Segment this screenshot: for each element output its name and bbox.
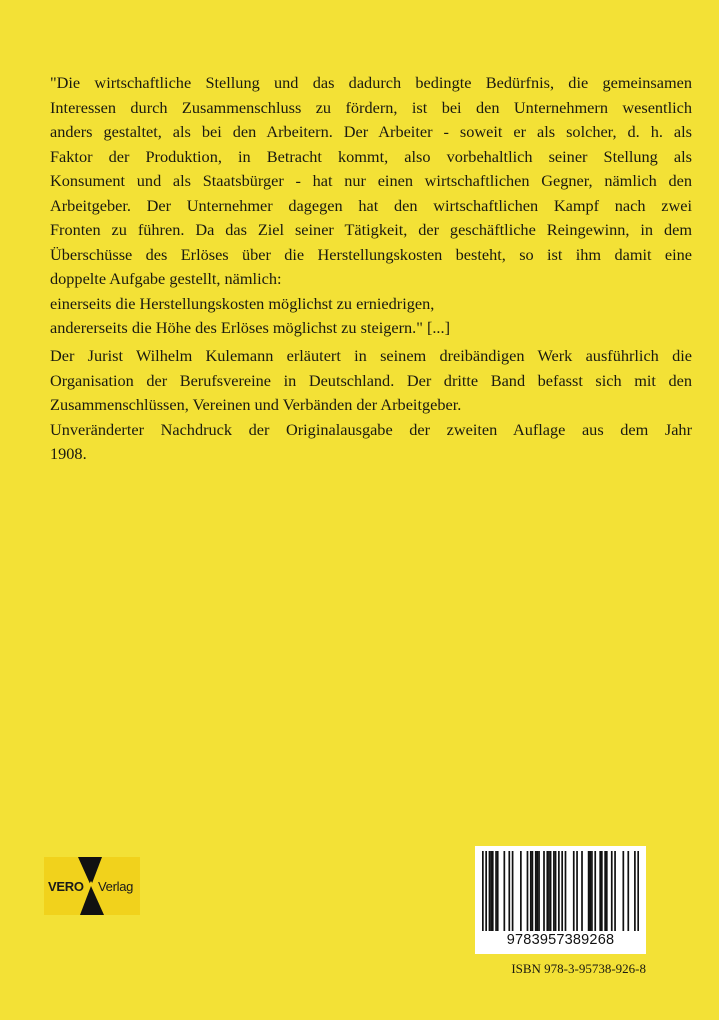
logo-word-verlag: Verlag — [98, 879, 134, 894]
barcode-bar — [490, 851, 492, 931]
barcode-bar — [532, 851, 534, 931]
barcode-bar — [565, 851, 567, 931]
barcode-bar — [492, 851, 494, 931]
quote-line: Überschüsse des Erlöses über die Herstellungskosten besteht, so ist ihm damit eine — [50, 244, 692, 264]
barcode-bar — [497, 851, 499, 931]
barcode-bar — [482, 851, 484, 931]
barcode-bar — [627, 851, 629, 931]
barcode-bar — [573, 851, 575, 931]
barcode-bar — [530, 851, 532, 931]
logo-word-vero: VERO — [48, 879, 84, 894]
barcode-bar — [581, 851, 583, 931]
quote-line: Fronten zu führen. Da das Ziel seiner Tätigkeit, der geschäftliche Reingewinn, in dem — [50, 220, 692, 239]
barcode-bar — [576, 851, 578, 931]
quote-line: doppelte Aufgabe gestellt, nämlich: — [50, 269, 282, 288]
description-line: Der Jurist Wilhelm Kulemann erläutert in seinem dreibändigen Werk ausführlich die — [50, 346, 692, 365]
barcode-bar — [550, 851, 552, 931]
barcode-bar — [588, 851, 590, 931]
quote-line: andererseits die Höhe des Erlöses möglichst zu steigern." [...] — [50, 318, 450, 337]
barcode-bar — [485, 851, 487, 931]
barcode-bar — [546, 851, 548, 931]
barcode-bars — [482, 851, 639, 931]
barcode-bar — [589, 851, 591, 931]
description-line: Unveränderter Nachdruck der Originalausgabe der zweiten Auflage aus dem Jahr — [50, 419, 692, 439]
quote-line: Interessen durch Zusammenschluss zu fördern, ist bei den Unternehmern wesentlich — [50, 97, 692, 117]
description-line: Zusammenschlüssen, Vereinen und Verbänden der Arbeitgeber. — [50, 395, 462, 414]
barcode-bar — [537, 851, 539, 931]
barcode-bar — [558, 851, 560, 931]
barcode-bar — [508, 851, 510, 931]
barcode-bar — [489, 851, 491, 931]
barcode-bar — [553, 851, 555, 931]
barcode-bar — [538, 851, 540, 931]
description-paragraph — [50, 344, 692, 467]
barcode-bar — [527, 851, 529, 931]
quote-line: Arbeitgeber. Der Unternehmer dagegen hat den wirtschaftlichen Kampf nach zwei — [50, 195, 692, 215]
barcode-bar — [543, 851, 545, 931]
isbn-label: ISBN 978-3-95738-926-8 — [511, 961, 646, 976]
barcode-bar — [591, 851, 593, 931]
barcode-bar — [495, 851, 497, 931]
barcode-bar — [594, 851, 596, 931]
publisher-logo — [44, 857, 140, 915]
quote-line: anders gestaltet, als bei den Arbeitern. Der Arbeiter - soweit er als solcher, d. h. als — [50, 122, 692, 141]
barcode-bar — [503, 851, 505, 931]
barcode-bar — [604, 851, 606, 931]
description-line: Organisation der Berufsvereine in Deutschland. Der dritte Band befasst sich mit den — [50, 370, 692, 390]
barcode-bar — [614, 851, 616, 931]
barcode — [475, 846, 646, 954]
barcode-bar — [599, 851, 601, 931]
barcode-bar — [622, 851, 624, 931]
description-line: 1908. — [50, 444, 87, 463]
barcode-bar — [561, 851, 563, 931]
barcode-bar — [548, 851, 550, 931]
barcode-bar — [601, 851, 603, 931]
quote-line: Konsument und als Staatsbürger - hat nur einen wirtschaftlichen Gegner, nämlich den — [50, 171, 692, 190]
barcode-digits: 9783957389268 — [506, 932, 615, 948]
barcode-bar — [520, 851, 522, 931]
barcode-bar — [606, 851, 608, 931]
barcode-bar — [555, 851, 557, 931]
quote-line: einerseits die Herstellungskosten möglichst zu erniedrigen, — [50, 293, 435, 313]
barcode-bar — [611, 851, 613, 931]
barcode-bar — [634, 851, 636, 931]
quote-paragraph — [50, 71, 692, 341]
quote-line: Faktor der Produktion, in Betracht kommt, also vorbehaltlich seiner Stellung als — [50, 146, 692, 166]
quote-line: "Die wirtschaftliche Stellung und das dadurch bedingte Bedürfnis, die gemeinsamen — [50, 73, 692, 92]
barcode-bar — [535, 851, 537, 931]
barcode-bar — [637, 851, 639, 931]
barcode-bar — [512, 851, 514, 931]
